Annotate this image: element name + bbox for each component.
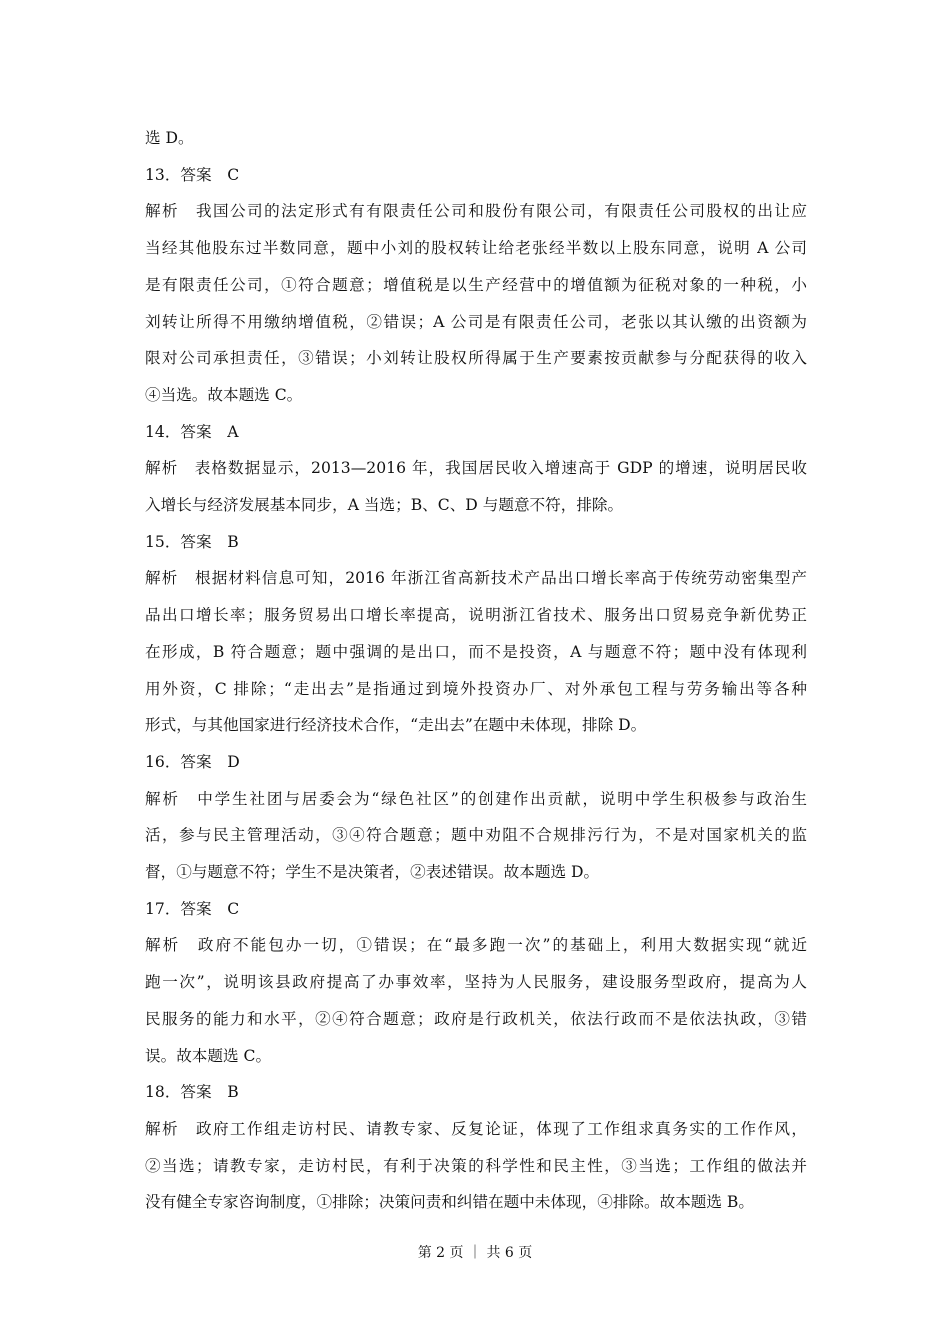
explanation-line: 限对公司承担责任，③错误；小刘转让股权所得属于生产要素按贡献参与分配获得的收入 (145, 349, 807, 368)
answer-block (145, 414, 807, 524)
answer-block (145, 157, 807, 414)
answer-line: 13．答案 C (145, 165, 240, 184)
explanation-line: 解析 表格数据显示，2013—2016 年，我国居民收入增速高于 GDP 的增速，说明居民收 (145, 459, 807, 478)
answer-block (145, 744, 807, 891)
page-footer: 第 2 页 ｜ 共 6 页 (417, 1245, 533, 1261)
explanation-line: 跑一次”，说明该县政府提高了办事效率，坚持为人民服务，建设服务型政府，提高为人 (145, 973, 807, 992)
answer-block (145, 524, 807, 744)
intro-line: 选 D。 (145, 129, 194, 147)
answer-block (145, 891, 807, 1075)
explanation-line: 解析 根据材料信息可知，2016 年浙江省高新技术产品出口增长率高于传统劳动密集型产 (145, 569, 807, 588)
explanation-line: 督，①与题意不符；学生不是决策者，②表述错误。故本题选 D。 (145, 863, 600, 882)
explanation-line: 品出口增长率；服务贸易出口增长率提高，说明浙江省技术、服务出口贸易竞争新优势正 (145, 606, 807, 625)
explanation-line: 形式，与其他国家进行经济技术合作，“走出去”在题中未体现，排除 D。 (145, 716, 647, 735)
explanation-line: 是有限责任公司，①符合题意；增值税是以生产经营中的增值额为征税对象的一种税，小 (145, 275, 807, 294)
answer-line: 18．答案 B (145, 1083, 239, 1102)
explanation-line: 活，参与民主管理活动，③④符合题意；题中劝阻不合规排污行为，不是对国家机关的监 (145, 826, 807, 845)
explanation-line: 解析 政府工作组走访村民、请教专家、反复论证，体现了工作组求真务实的工作作风， (145, 1119, 807, 1138)
answer-block (145, 1074, 807, 1221)
explanation-line: 民服务的能力和水平，②④符合题意；政府是行政机关，依法行政而不是依法执政，③错 (145, 1009, 807, 1028)
answer-line: 16．答案 D (145, 752, 240, 771)
explanation-line: 解析 政府不能包办一切，①错误；在“最多跑一次”的基础上，利用大数据实现“就近 (145, 936, 807, 955)
explanation-line: ②当选；请教专家，走访村民，有利于决策的科学性和民主性，③当选；工作组的做法并 (145, 1156, 807, 1175)
answer-explanations (145, 120, 807, 1221)
explanation-line: 解析 我国公司的法定形式有有限责任公司和股份有限公司，有限责任公司股权的出让应 (145, 202, 807, 221)
explanation-line: 解析 中学生社团与居委会为“绿色社区”的创建作出贡献，说明中学生积极参与政治生 (145, 789, 807, 808)
explanation-line: 刘转让所得不用缴纳增值税，②错误；A 公司是有限责任公司，老张以其认缴的出资额为 (145, 312, 807, 331)
explanation-line: 入增长与经济发展基本同步，A 当选；B、C、D 与题意不符，排除。 (145, 496, 624, 515)
explanation-line: 用外资，C 排除；“走出去”是指通过到境外投资办厂、对外承包工程与劳务输出等各种 (145, 679, 807, 698)
answer-line: 14．答案 A (145, 422, 239, 441)
explanation-line: 没有健全专家咨询制度，①排除；决策问责和纠错在题中未体现，④排除。故本题选 B。 (145, 1193, 754, 1212)
explanation-line: 误。故本题选 C。 (145, 1046, 272, 1065)
answer-line: 17．答案 C (145, 899, 240, 918)
explanation-line: 当经其他股东过半数同意，题中小刘的股权转让给老张经半数以上股东同意，说明 A 公司 (145, 239, 807, 258)
explanation-line: 在形成，B 符合题意；题中强调的是出口，而不是投资，A 与题意不符；题中没有体现利 (145, 642, 807, 661)
answer-line: 15．答案 B (145, 532, 239, 551)
explanation-line: ④当选。故本题选 C。 (145, 385, 303, 404)
